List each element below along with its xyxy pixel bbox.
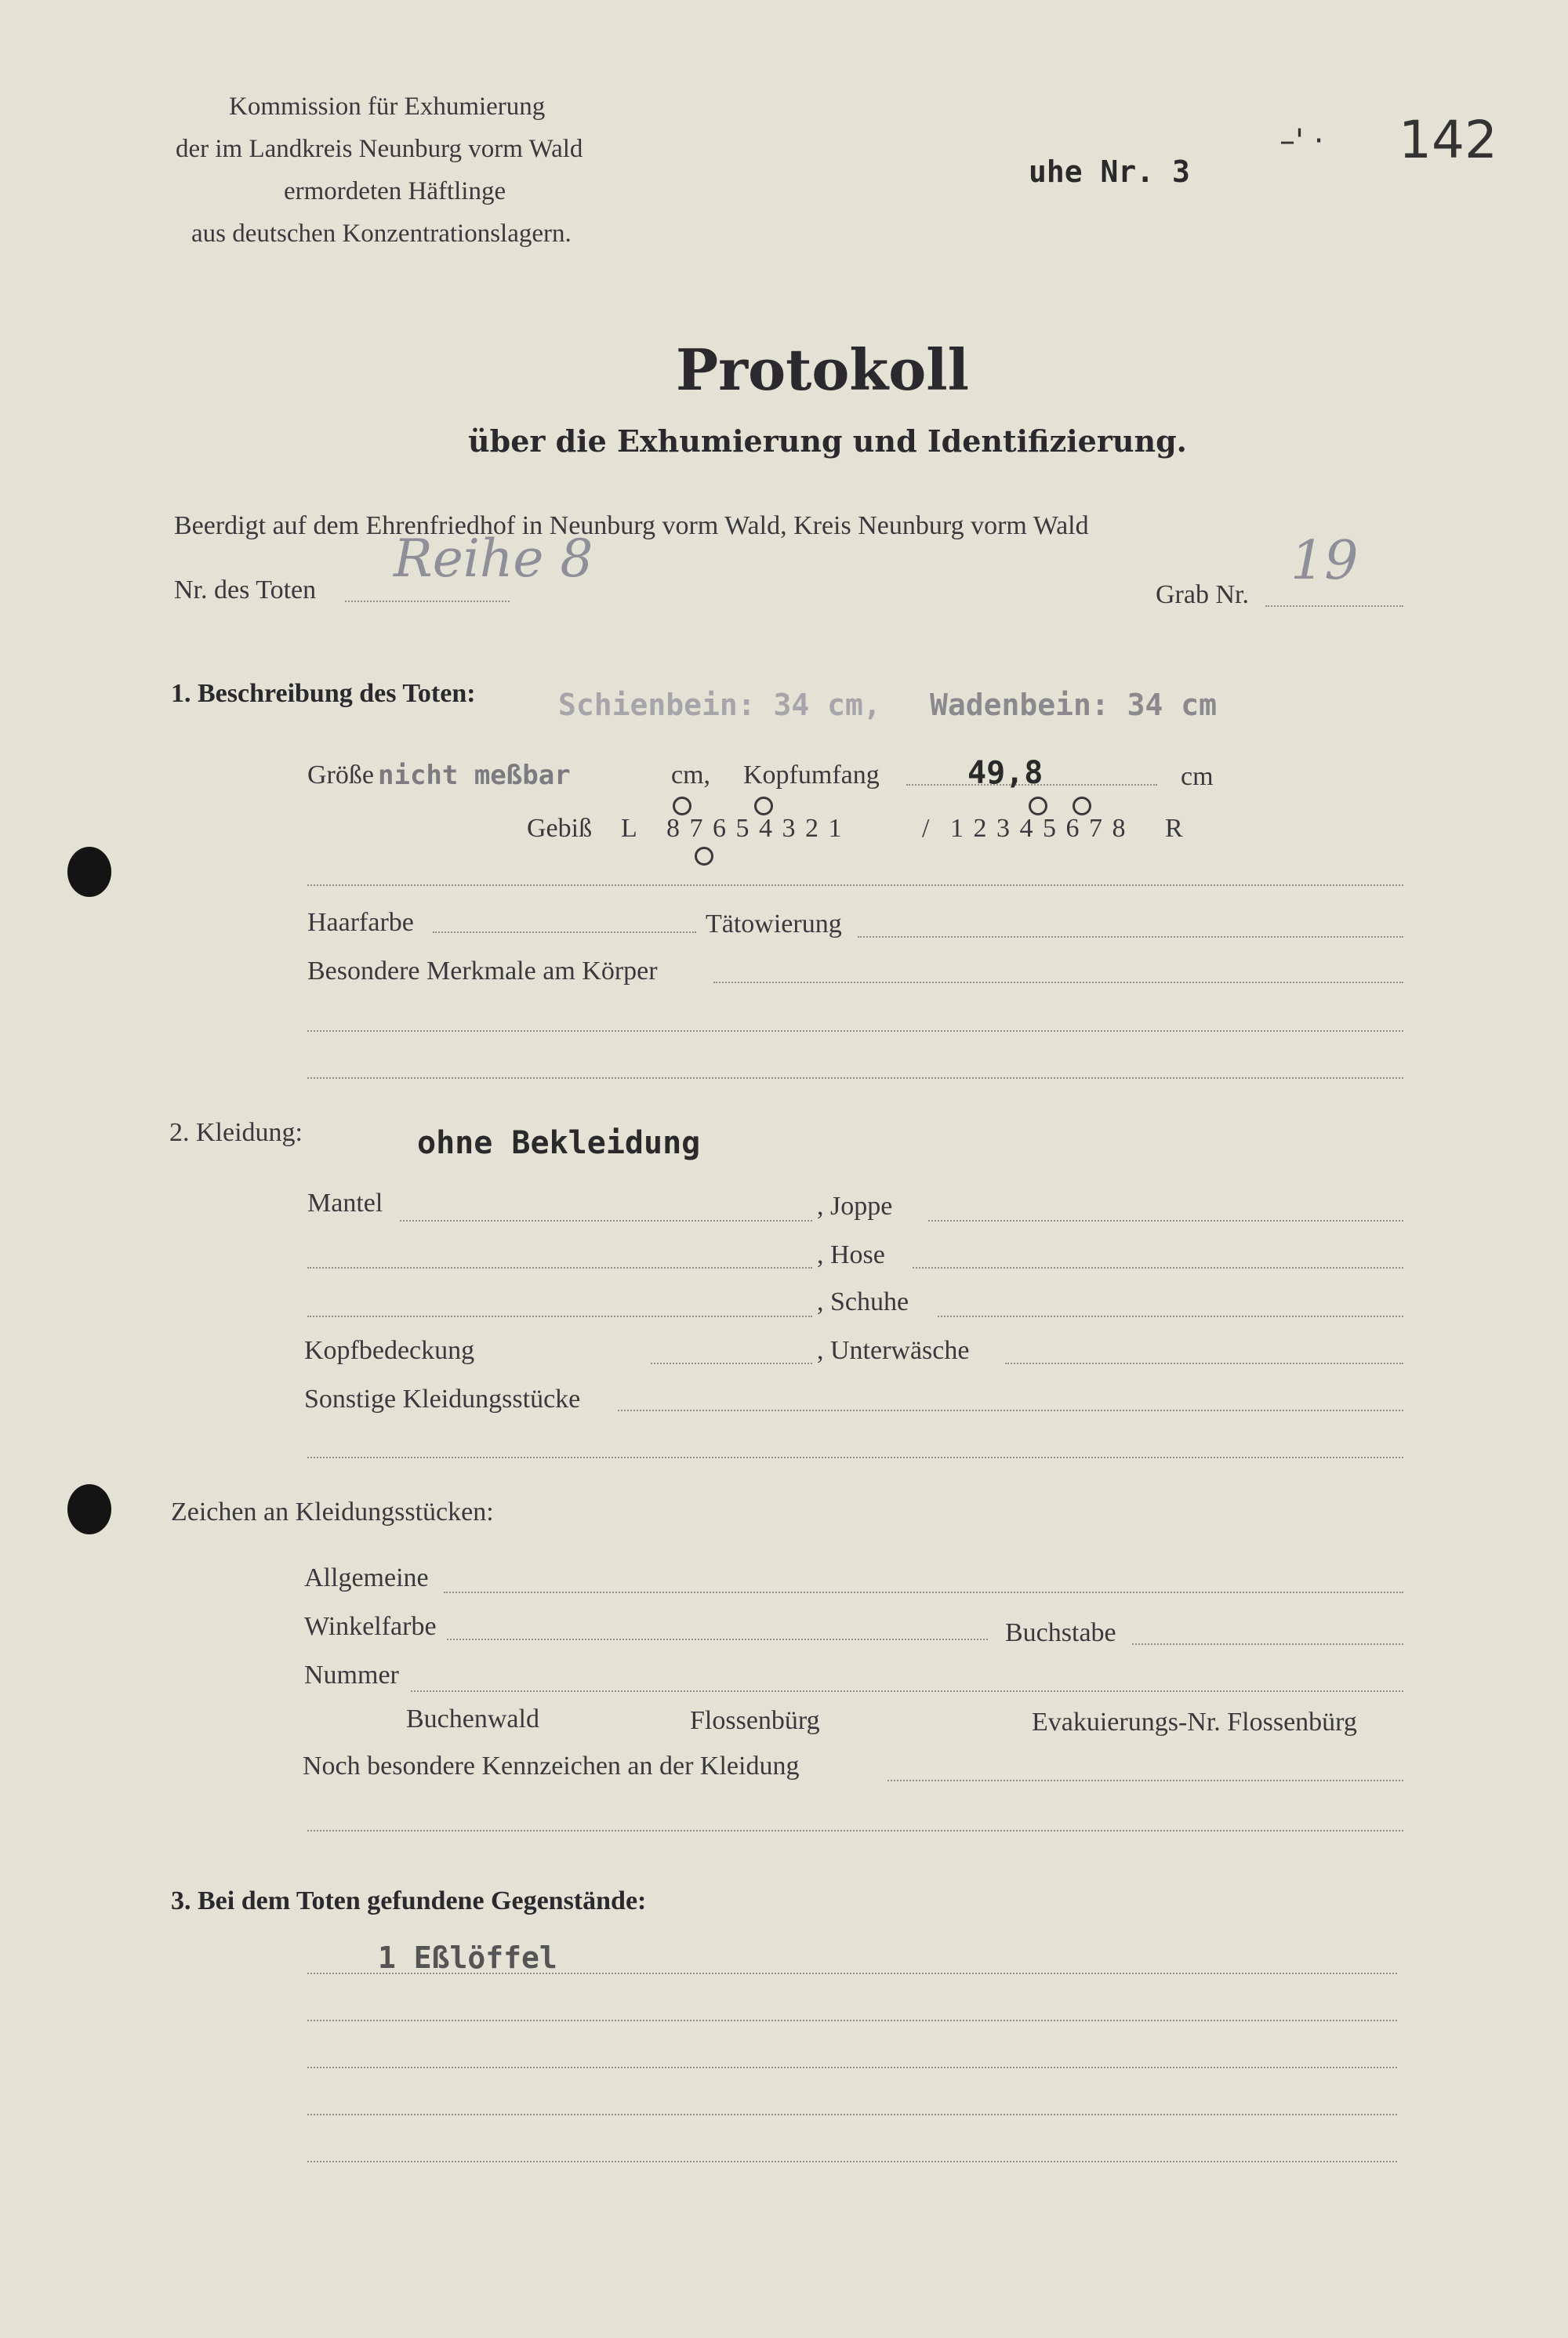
dash-mark: –' · xyxy=(1279,123,1324,159)
gebiss-upper: 8 7 6 5 4 3 2 1 xyxy=(666,814,844,843)
gebiss-label: Gebiß xyxy=(527,814,593,843)
section-1-heading: 1. Beschreibung des Toten: xyxy=(171,679,476,708)
dotted-line xyxy=(307,1267,812,1269)
burial-text: Beerdigt auf dem Ehrenfriedhof in Neunburg vorm Wald, Kreis Neunburg vorm Wald xyxy=(174,511,1089,540)
kopfbedeckung-dotted-line xyxy=(651,1363,812,1364)
taetowierung-dotted-line xyxy=(858,936,1403,938)
grab-dotted-line xyxy=(1265,605,1403,607)
dotted-line xyxy=(307,2067,1397,2068)
taetowierung-label: Tätowierung xyxy=(706,909,842,938)
gebiss-right: R xyxy=(1165,814,1183,843)
dotted-line xyxy=(307,2114,1397,2115)
joppe-dotted-line xyxy=(928,1220,1403,1222)
buchenwald-label: Buchenwald xyxy=(406,1704,539,1734)
nr-value: Reihe 8 xyxy=(394,528,593,589)
tooth-mark-ring xyxy=(1029,797,1047,815)
dotted-line xyxy=(307,1077,1403,1079)
gebiss-lower: 1 2 3 4 5 6 7 8 xyxy=(950,814,1127,843)
gebiss-separator: / xyxy=(922,814,930,843)
dotted-line xyxy=(307,1457,1403,1458)
punch-hole-top xyxy=(67,847,111,897)
winkelfarbe-dotted-line xyxy=(447,1639,988,1640)
commission-line-2: der im Landkreis Neunburg vorm Wald xyxy=(176,135,583,163)
typed-description-a: Schienbein: 34 cm, xyxy=(558,688,881,722)
dotted-line xyxy=(307,884,1403,886)
allgemeine-label: Allgemeine xyxy=(304,1563,429,1592)
grab-value: 19 xyxy=(1290,530,1359,592)
nummer-label: Nummer xyxy=(304,1661,399,1690)
page-subtitle: über die Exhumierung und Identifizierung. xyxy=(468,423,1187,459)
merkmale-dotted-line xyxy=(713,982,1403,983)
dotted-line xyxy=(307,1316,812,1317)
unterwaesche-label: , Unterwäsche xyxy=(817,1336,970,1365)
sonstige-label: Sonstige Kleidungsstücke xyxy=(304,1385,581,1414)
typed-description-b: Wadenbein: 34 cm xyxy=(930,688,1218,722)
dotted-line xyxy=(307,2161,1397,2162)
merkmale-label: Besondere Merkmale am Körper xyxy=(307,957,658,986)
schuhe-dotted-line xyxy=(938,1316,1403,1317)
flossenburg-label: Flossenbürg xyxy=(690,1706,820,1735)
commission-line-1: Kommission für Exhumierung xyxy=(229,93,546,121)
section-3-heading: 3. Bei dem Toten gefundene Gegenstände: xyxy=(171,1886,647,1915)
allgemeine-dotted-line xyxy=(444,1592,1403,1593)
kleidung-value: ohne Bekleidung xyxy=(417,1125,701,1161)
dotted-line xyxy=(307,1030,1403,1032)
nr-dotted-line xyxy=(345,601,510,602)
unterwaesche-dotted-line xyxy=(1005,1363,1403,1364)
commission-line-3: ermordeten Häftlinge xyxy=(284,177,506,205)
commission-line-4: aus deutschen Konzentrationslagern. xyxy=(191,220,572,248)
mantel-label: Mantel xyxy=(307,1189,383,1218)
typed-reference: uhe Nr. 3 xyxy=(1029,154,1190,189)
haarfarbe-label: Haarfarbe xyxy=(307,908,414,937)
joppe-label: , Joppe xyxy=(817,1192,893,1221)
schuhe-label: , Schuhe xyxy=(817,1287,909,1316)
tooth-mark-ring xyxy=(754,797,773,815)
tooth-mark-ring xyxy=(1073,797,1091,815)
groesse-value: nicht meßbar xyxy=(378,760,571,791)
zeichen-heading: Zeichen an Kleidungsstücken: xyxy=(171,1498,494,1527)
page-number: 142 xyxy=(1399,110,1497,170)
kopfumfang-label: Kopfumfang xyxy=(743,761,880,790)
hose-label: , Hose xyxy=(817,1240,885,1269)
groesse-label: Größe xyxy=(307,761,374,790)
section-2-heading: 2. Kleidung: xyxy=(169,1118,303,1147)
dotted-line xyxy=(307,2020,1397,2021)
gebiss-left: L xyxy=(621,814,637,843)
noch-label: Noch besondere Kennzeichen an der Kleidung xyxy=(303,1752,800,1781)
dotted-line xyxy=(307,1973,1397,1974)
tooth-mark-ring xyxy=(673,797,691,815)
kopfbedeckung-label: Kopfbedeckung xyxy=(304,1336,475,1365)
nr-label: Nr. des Toten xyxy=(174,575,317,604)
noch-dotted-line xyxy=(887,1780,1403,1781)
sonstige-dotted-line xyxy=(618,1410,1403,1411)
mantel-dotted-line xyxy=(400,1220,812,1222)
page-title: Protokoll xyxy=(676,336,969,403)
punch-hole-bottom xyxy=(67,1484,111,1534)
haarfarbe-dotted-line xyxy=(433,931,696,933)
kopfumfang-value: 49,8 xyxy=(967,755,1044,791)
kopfumfang-unit: cm xyxy=(1181,762,1214,791)
buchstabe-dotted-line xyxy=(1132,1643,1403,1645)
gegenstaende-value: 1 Eßlöffel xyxy=(378,1940,557,1975)
evakuierung-label: Evakuierungs-Nr. Flossenbürg xyxy=(1032,1708,1357,1737)
winkelfarbe-label: Winkelfarbe xyxy=(304,1612,437,1641)
groesse-unit: cm, xyxy=(671,761,711,790)
hose-dotted-line xyxy=(913,1267,1403,1269)
grab-label: Grab Nr. xyxy=(1156,580,1249,609)
nummer-dotted-line xyxy=(411,1690,1403,1692)
tooth-mark-ring xyxy=(695,847,713,866)
dotted-line xyxy=(307,1830,1403,1832)
buchstabe-label: Buchstabe xyxy=(1005,1618,1116,1647)
